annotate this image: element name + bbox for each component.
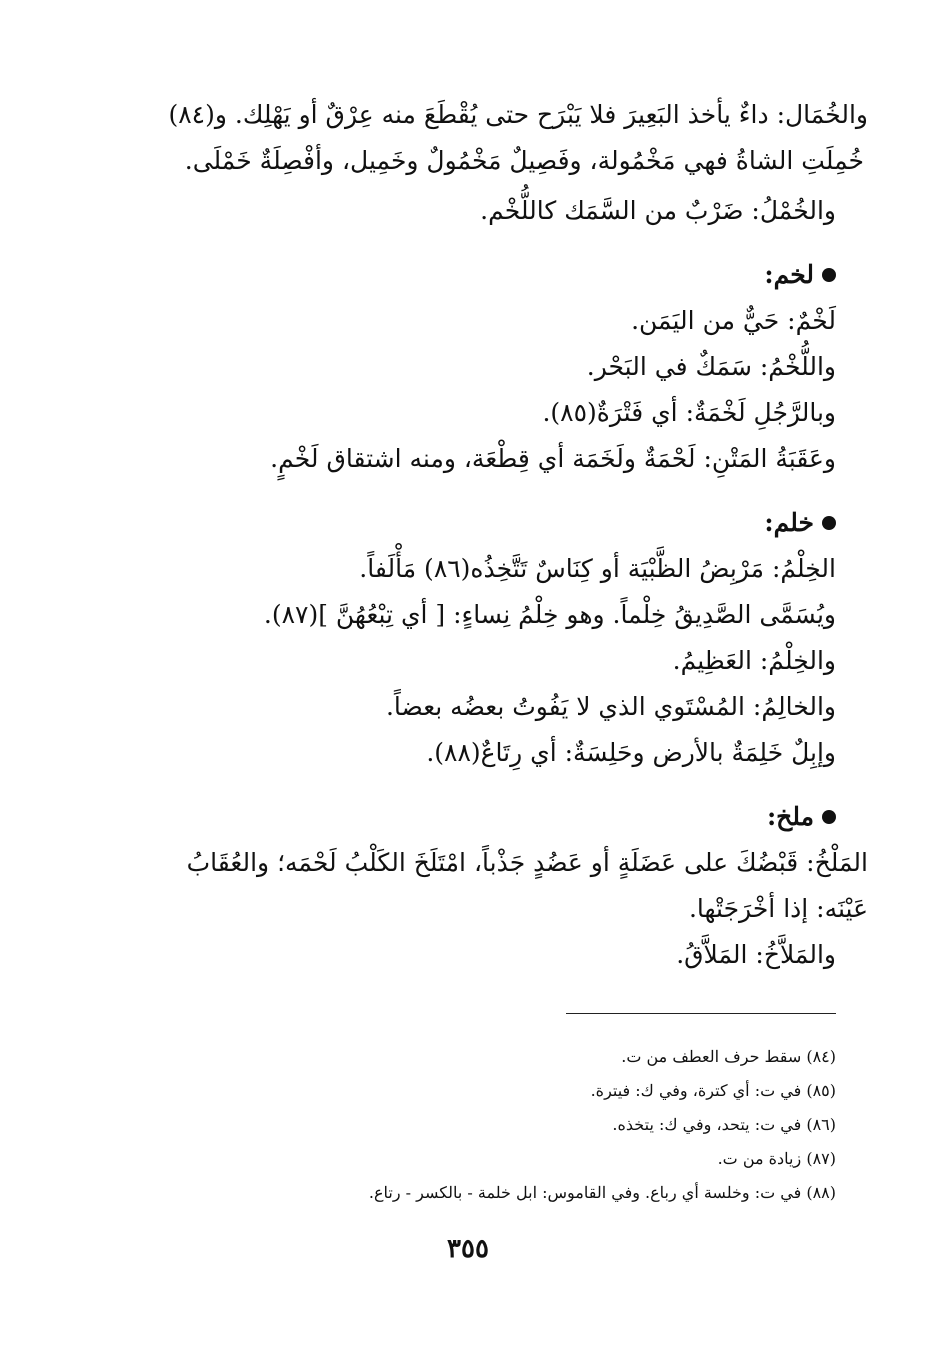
text-line: خُمِلَتِ الشاةُ فهي مَخْمُولة، وفَصِيلٌ مَخْمُولٌ وخَمِيل، وأفْصِلَةٌ خَمْلَى. [184,146,864,175]
main-text [96,92,868,978]
section-heading [96,500,836,546]
text-line: عَيْنَه: إذا أخْرَجَتْها. [688,894,868,923]
section-heading [96,252,836,298]
bullet-icon [822,516,836,530]
section-heading-label: لخم: [764,260,814,289]
footnote: (٨٤) سقط حرف العطف من ت. [621,1047,836,1066]
entry-section-malkh [96,794,868,978]
footnote-divider [566,1013,836,1014]
text-line: واللُّخْمُ: سَمَكٌ في البَحْر. [586,352,836,381]
page-number: ٣٥٥ [447,1234,489,1264]
text-line: الخِلْمُ: مَرْبِضُ الظَّبْيَة أو كِنَاسٌ تَتَّخِذُه(٨٦) مَأْلَفاً. [359,554,836,583]
footnotes [96,1040,836,1210]
text-line: وبالرَّجُلِ لَخْمَةٌ: أي فَتْرَةٌ(٨٥). [542,398,836,427]
intro-paragraph [96,92,868,234]
text-line: والخُمَال: داءٌ يأخذ البَعِيرَ فلا يَبْرَح حتى يُقْطَعَ منه عِرْقٌ أو يَهْلِك. و(٨٤) [168,100,868,129]
footnote: (٨٥) في ت: أي كترة، وفي ك: فيترة. [590,1081,836,1100]
text-line: المَلْخُ: قَبْضُكَ على عَضَلَةٍ أو عَضُدٍ جَذْباً، امْتَلَخَ الكَلْبُ لَحْمَه؛ والعُقَابُ [186,848,868,877]
text-line: والخالِمُ: المُسْتَوي الذي لا يَفُوتُ بعضُه بعضاً. [385,692,836,721]
text-line: وإبِلٌ خَلِمَةٌ بالأرض وحَلِسَةٌ: أي رِتَاعٌ(٨٨). [426,738,836,767]
footnote: (٨٧) زيادة من ت. [717,1149,836,1168]
bullet-icon [822,810,836,824]
section-heading [96,794,836,840]
section-heading-label: ملخ: [766,802,814,831]
section-heading-label: خلم: [764,508,814,537]
text-line: وعَقَبَةُ المَتْنِ: لَحْمَةٌ ولَخَمَة أي قِطْعَة، ومنه اشتقاق لَخْمٍ. [270,444,836,473]
text-line: والمَلاَّخُ: المَلاَّقُ. [676,940,836,969]
text-line: والخُمْلُ: ضَرْبٌ من السَّمَك كاللُّخْم. [480,196,836,225]
text-line: والخِلْمُ: العَظِيمُ. [672,646,836,675]
text-line: ويُسَمَّى الصَّدِيقُ خِلْماً. وهو خِلْمُ نِساءٍ: [ أي تِبْعُهُنَّ ](٨٧). [263,600,836,629]
entry-section-lakhm [96,252,836,482]
bullet-icon [822,268,836,282]
footnote: (٨٦) في ت: يتحد، وفي ك: يتخذه. [612,1115,836,1134]
text-line: لَخْمٌ: حَيٌّ من اليَمَن. [631,306,836,335]
footnote: (٨٨) في ت: وخلسة أي رباع. وفي القاموس: ابل خلمة - بالكسر - رتاع. [368,1183,836,1202]
entry-section-khalm [96,500,836,776]
